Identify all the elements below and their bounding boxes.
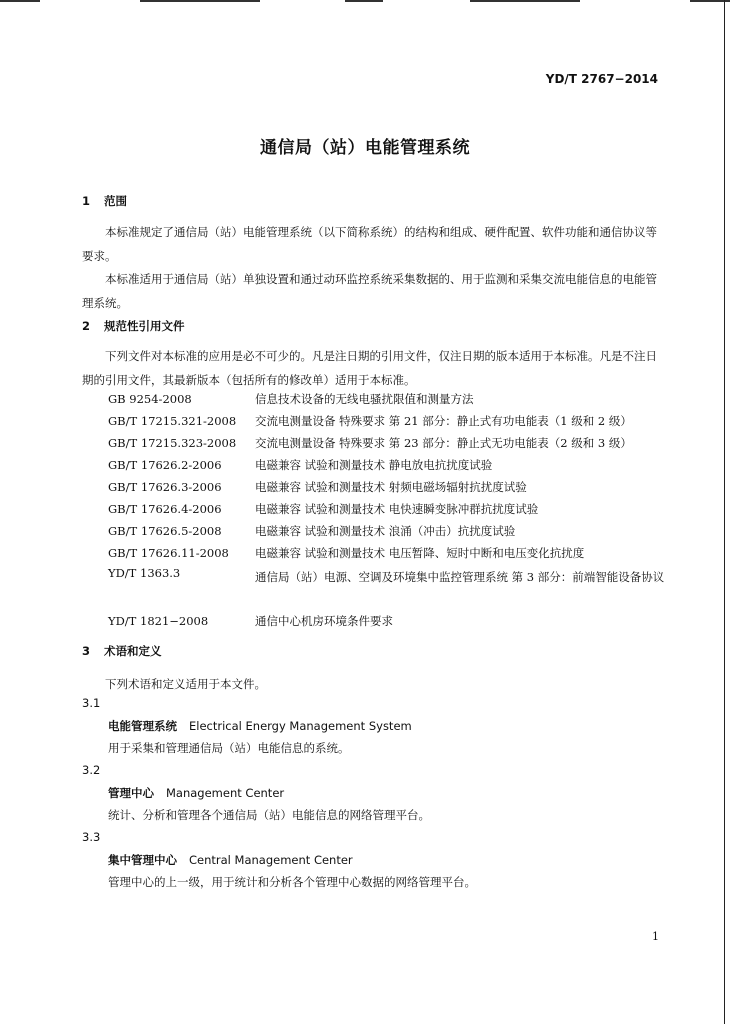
reference-row bbox=[108, 432, 668, 454]
section-2-intro: 下列文件对本标准的应用是必不可少的。凡是注日期的引用文件，仅注日期的版本适用于本标准。凡是不注日期的引用文件，其最新版本（包括所有的修改单）适用于本标准。 bbox=[82, 349, 657, 387]
reference-title: 电磁兼容 试验和测量技术 电压暂降、短时中断和电压变化抗扰度 bbox=[255, 545, 585, 560]
reference-code: GB 9254-2008 bbox=[108, 392, 192, 406]
term-chinese: 集中管理中心 bbox=[108, 853, 177, 867]
reference-row bbox=[108, 410, 668, 432]
reference-code: YD/T 1363.3 bbox=[108, 566, 181, 580]
scan-artifact-top-border bbox=[0, 0, 730, 3]
normative-references-list bbox=[108, 388, 668, 632]
reference-row bbox=[108, 454, 668, 476]
term-english: Electrical Energy Management System bbox=[189, 719, 412, 733]
reference-row bbox=[108, 542, 668, 564]
section-number: 3 bbox=[82, 644, 91, 658]
document-code: YD/T 2767−2014 bbox=[545, 72, 658, 86]
reference-code: GB/T 17626.4-2006 bbox=[108, 502, 222, 516]
reference-code: GB/T 17626.2-2006 bbox=[108, 458, 222, 472]
section-1-paragraph-2: 本标准适用于通信局（站）单独设置和通过动环监控系统采集数据的、用于监测和采集交流电能信息的电能管理系统。 bbox=[82, 272, 657, 310]
reference-code: GB/T 17626.11-2008 bbox=[108, 546, 229, 560]
reference-title: 电磁兼容 试验和测量技术 浪涌（冲击）抗扰度试验 bbox=[255, 523, 516, 538]
reference-title: 电磁兼容 试验和测量技术 静电放电抗扰度试验 bbox=[255, 457, 493, 472]
term-definition: 用于采集和管理通信局（站）电能信息的系统。 bbox=[108, 741, 350, 755]
reference-code: GB/T 17626.5-2008 bbox=[108, 524, 222, 538]
reference-code: YD/T 1821−2008 bbox=[108, 614, 209, 628]
reference-code: GB/T 17215.323-2008 bbox=[108, 436, 237, 450]
reference-code: GB/T 17626.3-2006 bbox=[108, 480, 222, 494]
term-entry bbox=[108, 785, 284, 801]
reference-title: 信息技术设备的无线电骚扰限值和测量方法 bbox=[255, 391, 474, 406]
clause-number: 3.2 bbox=[82, 763, 101, 777]
term-english: Management Center bbox=[166, 786, 285, 800]
clause-number: 3.1 bbox=[82, 696, 101, 710]
reference-title: 通信中心机房环境条件要求 bbox=[255, 613, 393, 628]
term-entry bbox=[108, 852, 353, 868]
reference-row bbox=[108, 610, 668, 632]
term-chinese: 电能管理系统 bbox=[108, 719, 177, 733]
reference-title: 电磁兼容 试验和测量技术 电快速瞬变脉冲群抗扰度试验 bbox=[255, 501, 539, 516]
section-3-intro: 下列术语和定义适用于本文件。 bbox=[105, 677, 266, 691]
reference-row bbox=[108, 498, 668, 520]
section-number: 1 bbox=[82, 194, 91, 208]
section-1-heading bbox=[82, 193, 127, 209]
section-number: 2 bbox=[82, 319, 91, 333]
section-2-heading bbox=[82, 318, 185, 334]
section-3-heading bbox=[82, 643, 162, 659]
term-entry bbox=[108, 718, 412, 734]
term-definition: 管理中心的上一级，用于统计和分析各个管理中心数据的网络管理平台。 bbox=[108, 875, 476, 889]
reference-title: 电磁兼容 试验和测量技术 射频电磁场辐射抗扰度试验 bbox=[255, 479, 527, 494]
term-definition: 统计、分析和管理各个通信局（站）电能信息的网络管理平台。 bbox=[108, 808, 430, 822]
reference-row bbox=[108, 520, 668, 542]
page-number: 1 bbox=[652, 930, 659, 943]
reference-code: GB/T 17215.321-2008 bbox=[108, 414, 237, 428]
term-chinese: 管理中心 bbox=[108, 786, 154, 800]
reference-row bbox=[108, 476, 668, 498]
clause-number: 3.3 bbox=[82, 830, 101, 844]
term-english: Central Management Center bbox=[189, 853, 353, 867]
document-title: 通信局（站）电能管理系统 bbox=[260, 138, 470, 158]
reference-title: 交流电测量设备 特殊要求 第 21 部分：静止式有功电能表（1 级和 2 级） bbox=[255, 413, 632, 428]
section-title: 范围 bbox=[104, 194, 127, 208]
reference-row bbox=[108, 564, 668, 610]
section-1-paragraph-1: 本标准规定了通信局（站）电能管理系统（以下简称系统）的结构和组成、硬件配置、软件功能和通信协议等要求。 bbox=[82, 225, 657, 263]
section-title: 规范性引用文件 bbox=[104, 319, 185, 333]
reference-title: 交流电测量设备 特殊要求 第 23 部分：静止式无功电能表（2 级和 3 级） bbox=[255, 435, 632, 450]
section-title: 术语和定义 bbox=[104, 644, 162, 658]
reference-title: 通信局（站）电源、空调及环境集中监控管理系统 第 3 部分：前端智能设备协议 bbox=[255, 570, 665, 584]
reference-row bbox=[108, 388, 668, 410]
